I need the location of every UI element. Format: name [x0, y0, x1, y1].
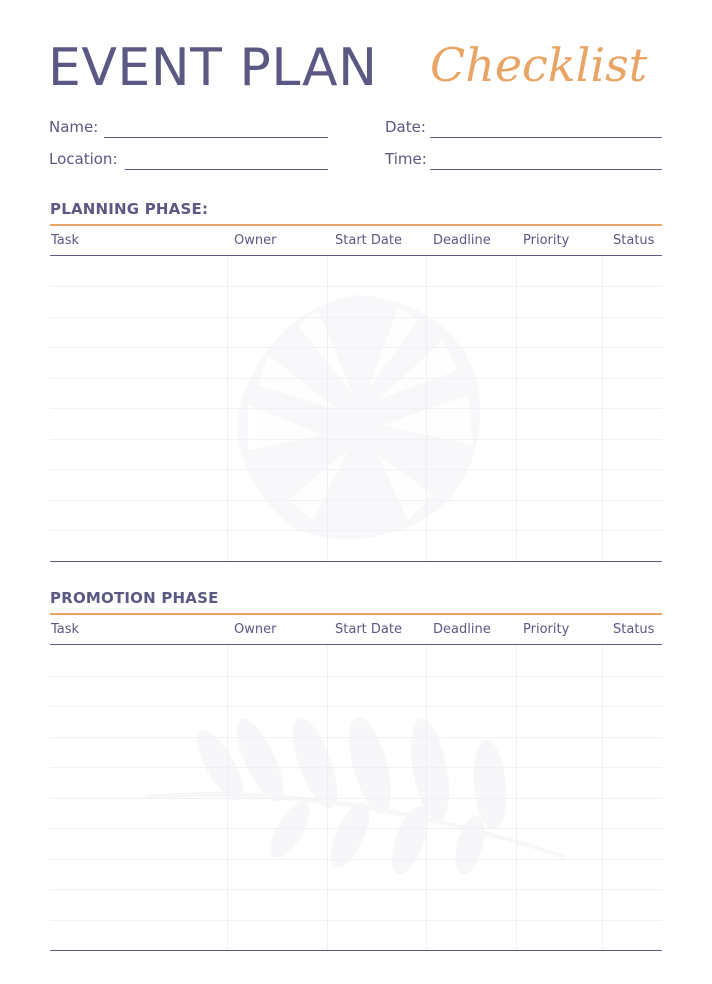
location-line[interactable]	[125, 169, 328, 170]
planning-table	[50, 224, 662, 564]
table-row[interactable]	[50, 286, 662, 287]
planning-phase-title: PLANNING PHASE:	[50, 200, 209, 218]
table-row[interactable]	[50, 676, 662, 677]
table-row[interactable]	[50, 737, 662, 738]
table-row[interactable]	[50, 920, 662, 921]
table-row[interactable]	[50, 500, 662, 501]
table-row[interactable]	[50, 378, 662, 379]
column-header-priority: Priority	[523, 622, 570, 637]
table-row[interactable]	[50, 347, 662, 348]
column-header-task: Task	[51, 622, 80, 637]
name-line[interactable]	[104, 137, 328, 138]
title-script: Checklist	[430, 38, 648, 92]
title-main: EVENT PLAN	[48, 38, 378, 98]
table-row[interactable]	[50, 317, 662, 318]
column-header-owner: Owner	[234, 233, 277, 248]
table-row[interactable]	[50, 859, 662, 860]
table-row[interactable]	[50, 706, 662, 707]
column-header-owner: Owner	[234, 622, 277, 637]
promotion-phase-title: PROMOTION PHASE	[50, 589, 219, 607]
table-header-rule	[50, 255, 662, 256]
time-field[interactable]	[385, 150, 662, 170]
name-label: Name:	[49, 118, 99, 136]
column-header-start-date: Start Date	[335, 622, 402, 637]
page-header	[48, 32, 648, 102]
table-row[interactable]	[50, 408, 662, 409]
column-header-start-date: Start Date	[335, 233, 402, 248]
column-header-status: Status	[613, 233, 655, 248]
table-row[interactable]	[50, 439, 662, 440]
table-bottom-rule	[50, 561, 662, 562]
table-row[interactable]	[50, 798, 662, 799]
date-label: Date:	[385, 118, 426, 136]
location-field[interactable]	[49, 150, 328, 170]
table-bottom-rule	[50, 950, 662, 951]
column-header-deadline: Deadline	[433, 622, 491, 637]
table-row[interactable]	[50, 828, 662, 829]
table-top-rule	[50, 613, 662, 615]
column-header-status: Status	[613, 622, 655, 637]
column-header-deadline: Deadline	[433, 233, 491, 248]
table-row[interactable]	[50, 767, 662, 768]
date-line[interactable]	[430, 137, 662, 138]
table-row[interactable]	[50, 469, 662, 470]
column-header-priority: Priority	[523, 233, 570, 248]
time-label: Time:	[385, 150, 427, 168]
time-line[interactable]	[430, 169, 662, 170]
promotion-table	[50, 613, 662, 955]
name-field[interactable]	[49, 118, 328, 138]
table-row[interactable]	[50, 889, 662, 890]
location-label: Location:	[49, 150, 118, 168]
table-top-rule	[50, 224, 662, 226]
column-header-task: Task	[51, 233, 80, 248]
table-row[interactable]	[50, 530, 662, 531]
table-header-rule	[50, 644, 662, 645]
date-field[interactable]	[385, 118, 662, 138]
